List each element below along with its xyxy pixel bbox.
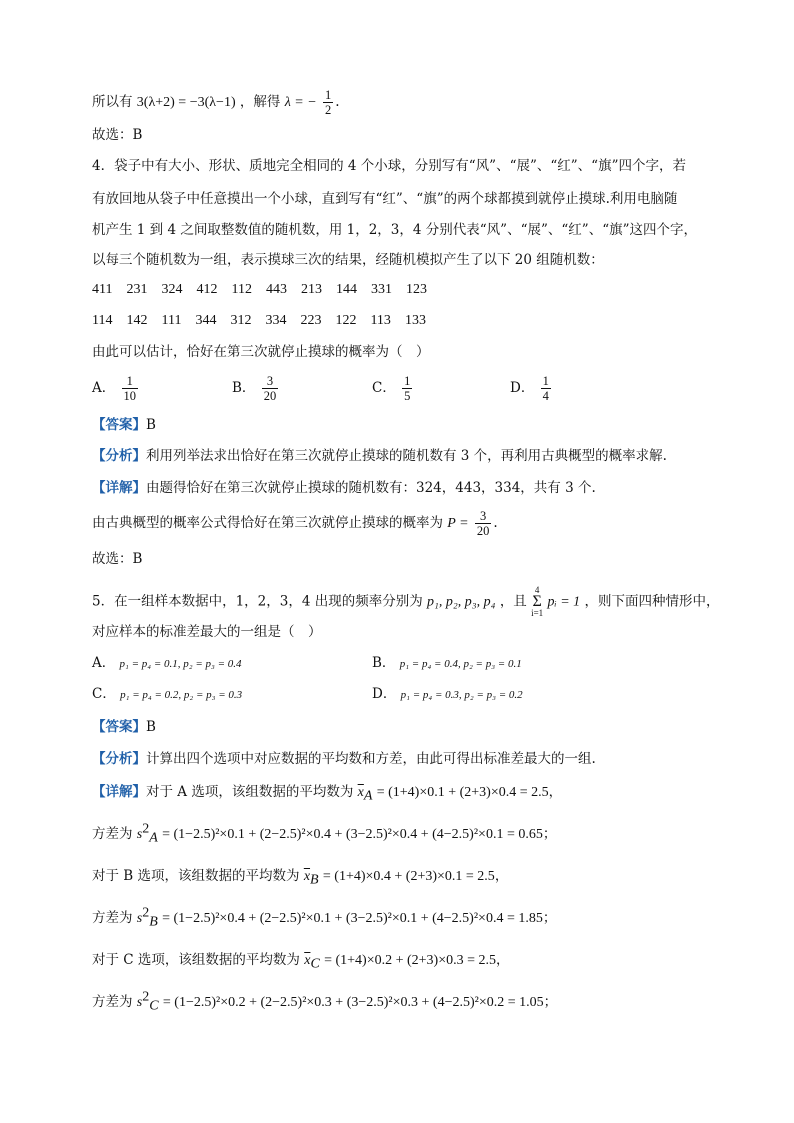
option-label: D．	[372, 686, 397, 702]
q5-option-c	[92, 674, 242, 715]
rand-num: 114	[92, 313, 113, 328]
option-label: D．	[510, 380, 535, 396]
rand-num: 112	[231, 282, 252, 297]
rand-num: 122	[335, 313, 357, 328]
analysis-tag: 【分析】	[92, 448, 146, 464]
detail-text: 对于 C 选项，该组数据的平均数为	[92, 952, 300, 968]
q4-option-b	[232, 368, 280, 408]
q5-option-d	[372, 674, 523, 715]
option-label: C．	[372, 380, 396, 396]
q5-text-1	[92, 586, 719, 618]
mean-expr: = (1+4)×0.1 + (2+3)×0.4 = 2.5	[376, 785, 549, 800]
answer-tag: 【答案】	[92, 719, 146, 735]
formula-fraction	[475, 509, 492, 538]
frac-den: 20	[476, 524, 490, 538]
q5-probabilities: p₁, p₂, p₃, p₄	[427, 594, 496, 610]
mean-symbol: $\overline{x}$	[357, 785, 364, 800]
rand-num: 213	[300, 282, 322, 297]
q4-numbers-row-2	[92, 310, 426, 332]
text-solve: ，解得	[239, 94, 281, 110]
frac-den: 20	[263, 389, 277, 403]
comma: ，	[548, 784, 563, 800]
q4-detail	[92, 477, 596, 499]
answer-value: B	[146, 719, 156, 735]
q4-question: 由此可以估计，恰好在第三次就停止摸球的概率为（ ）	[92, 344, 430, 360]
period: .	[335, 94, 340, 110]
rand-num: 331	[370, 282, 392, 297]
q4-answer	[92, 414, 156, 436]
option-expr: p₁ = p₄ = 0.3, p₂ = p₃ = 0.2	[400, 689, 523, 701]
rand-num: 324	[161, 282, 183, 297]
mean-sub: C	[310, 956, 320, 972]
square: 2	[142, 905, 150, 921]
rand-num: 334	[265, 313, 287, 328]
variance-expr: = (1−2.5)²×0.4 + (2−2.5)²×0.1 + (3−2.5)²×0.1 + (4−2.5)²×0.4 = 1.85	[162, 911, 543, 926]
frac-num: 1	[122, 374, 139, 389]
option-fraction	[541, 374, 551, 403]
solution-line-lambda	[92, 88, 340, 117]
q5-detail-c-mean	[92, 949, 510, 972]
detail-text: 由题得恰好在第三次就停止摸球的随机数有：324，443，334，共有 3 个.	[146, 480, 596, 496]
analysis-tag: 【分析】	[92, 751, 146, 767]
q4-text-1: 4．袋子中有大小、形状、质地完全相同的 4 个小球，分别写有“风”、“展”、“红”、“旗”四个字，若	[92, 158, 686, 174]
rand-num: 113	[370, 313, 391, 328]
period: .	[493, 515, 498, 531]
q5-and: ，且	[499, 593, 527, 610]
mean-symbol: $\overline{x}$	[304, 953, 311, 968]
q5-stem: 5．在一组样本数据中，1，2，3，4 出现的频率分别为	[92, 593, 423, 610]
comma: ，	[496, 952, 510, 968]
analysis-text: 利用列举法求出恰好在第三次就停止摸球的随机数有 3 个，再利用古典概型的概率求解.	[146, 448, 667, 464]
answer-tag: 【答案】	[92, 417, 146, 433]
option-label: C．	[92, 686, 116, 702]
frac-num: 1	[542, 374, 549, 388]
rand-num: 123	[405, 282, 427, 297]
q4-formula-line	[92, 509, 498, 538]
q5-detail-b-var	[92, 907, 556, 930]
q4-option-c	[372, 368, 414, 408]
var-sub: A	[149, 830, 158, 846]
square: 2	[142, 821, 150, 837]
q5-stem-end: ，则下面四种情形中，	[584, 593, 720, 610]
sum-bottom: i=1	[531, 608, 544, 618]
var-sub: C	[149, 998, 159, 1014]
q4-text-2: 有放回地从袋子中任意摸出一个小球，直到写有“红”、“旗”的两个球都摸到就停止摸球.利用电脑随	[92, 191, 678, 207]
semicolon: ；	[543, 994, 558, 1010]
formula-text: 由古典概型的概率公式得恰好在第三次就停止摸球的概率为	[92, 515, 443, 531]
frac-den: 5	[404, 389, 411, 403]
frac-den: 4	[542, 389, 549, 403]
s-symbol: s	[136, 911, 143, 926]
sum-top: 4	[534, 585, 540, 595]
q5-text-2: 对应样本的标准差最大的一组是（ ）	[92, 624, 322, 640]
analysis-text: 计算出四个选项中对应数据的平均数和方差，由此可得出标准差最大的一组.	[146, 751, 596, 767]
detail-text: 对于 B 选项，该组数据的平均数为	[92, 868, 300, 884]
frac-den: 2	[324, 103, 332, 117]
variance-label: 方差为	[92, 910, 133, 926]
option-label: B．	[372, 655, 396, 671]
option-expr: p₁ = p₄ = 0.4, p₂ = p₃ = 0.1	[399, 658, 522, 670]
q5-detail-c-var	[92, 991, 557, 1014]
detail-tag: 【详解】	[92, 784, 146, 800]
detail-tag: 【详解】	[92, 480, 146, 496]
rand-num: 133	[404, 313, 426, 328]
option-fraction	[402, 374, 412, 403]
frac-num: 3	[475, 509, 492, 524]
detail-text: 对于 A 选项，该组数据的平均数为	[146, 784, 354, 800]
variance-expr: = (1−2.5)²×0.1 + (2−2.5)²×0.4 + (3−2.5)²×0.4 + (4−2.5)²×0.1 = 0.65	[162, 827, 543, 842]
q4-numbers-row-1	[92, 279, 427, 301]
rand-num: 312	[230, 313, 252, 328]
rand-num: 223	[300, 313, 322, 328]
text-so: 所以有	[92, 94, 133, 110]
mean-sub: A	[363, 788, 373, 804]
q4-text-4: 以每三个随机数为一组，表示摸球三次的结果，经随机模拟产生了以下 20 组随机数：	[92, 252, 604, 268]
rand-num: 142	[126, 313, 148, 328]
frac-den: 10	[123, 389, 137, 403]
option-label: A．	[92, 380, 116, 396]
q4-text-3: 机产生 1 到 4 之间取整数值的随机数，用 1，2，3，4 分别代表“风”、“展”、“红”、“旗”这四个字，	[92, 222, 697, 238]
q4-option-d	[510, 368, 553, 408]
q5-analysis	[92, 748, 596, 770]
lambda-lhs: λ = −	[284, 95, 317, 110]
rand-num: 443	[265, 282, 287, 297]
s-symbol: s	[136, 995, 143, 1010]
mean-symbol: $\overline{x}$	[303, 869, 311, 884]
semicolon: ；	[542, 910, 557, 926]
frac-num: 1	[324, 88, 332, 102]
sum-expr: pᵢ = 1	[547, 594, 581, 610]
rand-num: 144	[335, 282, 357, 297]
rand-num: 111	[161, 313, 182, 328]
rand-num: 411	[92, 282, 113, 297]
frac-num: 3	[262, 374, 279, 389]
variance-expr: = (1−2.5)²×0.2 + (2−2.5)²×0.3 + (3−2.5)²×0.3 + (4−2.5)²×0.2 = 1.05	[162, 995, 544, 1010]
formula-lhs: P =	[447, 516, 469, 531]
q5-detail-a-var	[92, 823, 556, 846]
mean-expr: = (1+4)×0.4 + (2+3)×0.1 = 2.5	[322, 869, 495, 884]
variance-label: 方差为	[92, 826, 133, 842]
mean-expr: = (1+4)×0.2 + (2+3)×0.3 = 2.5	[324, 953, 496, 968]
q5-answer	[92, 716, 156, 738]
q5-detail-a-mean	[92, 781, 562, 804]
square: 2	[142, 989, 150, 1005]
q4-option-a	[92, 368, 140, 408]
option-fraction	[122, 374, 139, 403]
variance-label: 方差为	[92, 994, 133, 1010]
option-expr: p₁ = p₄ = 0.1, p₂ = p₃ = 0.4	[119, 658, 242, 670]
q4-analysis	[92, 445, 667, 467]
q4-choose: 故选：B	[92, 551, 143, 567]
frac-num: 1	[404, 374, 411, 388]
sum-symbol	[531, 586, 543, 618]
comma: ，	[494, 868, 509, 884]
rand-num: 344	[195, 313, 217, 328]
option-fraction	[262, 374, 279, 403]
var-sub: B	[149, 914, 158, 930]
q5-detail-b-mean	[92, 865, 508, 888]
rand-num: 231	[126, 282, 148, 297]
choose-line-q3: 故选：B	[92, 127, 143, 143]
option-label: B．	[232, 380, 256, 396]
option-expr: p₁ = p₄ = 0.2, p₂ = p₃ = 0.3	[120, 689, 243, 701]
mean-sub: B	[310, 872, 319, 888]
s-symbol: s	[136, 827, 143, 842]
sigma-icon: Σ	[532, 593, 542, 610]
answer-value: B	[146, 417, 156, 433]
rand-num: 412	[196, 282, 218, 297]
fraction-half	[323, 88, 333, 117]
semicolon: ；	[542, 826, 557, 842]
option-label: A．	[92, 655, 116, 671]
equation: 3(λ+2) = −3(λ−1)	[136, 95, 236, 110]
